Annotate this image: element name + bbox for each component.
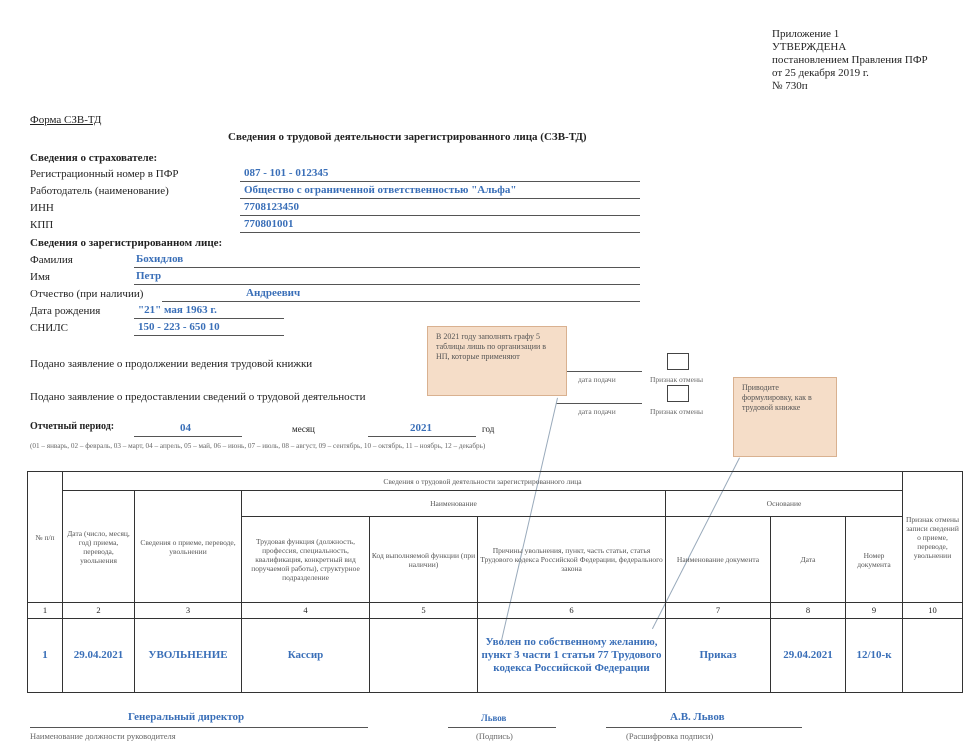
birth-date-value: "21" мая 1963 г. <box>138 304 217 316</box>
statement-continue-date-caption: дата подачи <box>578 375 616 384</box>
signature-decode-label: (Расшифровка подписи) <box>626 731 714 741</box>
col-function-header: Трудовая функция (должность, профессия, специальность, квалификация, конкретный вид поручаемой работы), структурное подразделение <box>242 517 370 603</box>
group-basis-header: Основание <box>666 491 903 517</box>
patronymic-value: Андреевич <box>246 287 301 299</box>
surname-value: Бохидлов <box>136 253 184 265</box>
patronymic-label: Отчество (при наличии) <box>30 288 144 300</box>
col-code-header: Код выполняемой функции (при наличии) <box>370 517 478 603</box>
col-doc-header: Наименование документа <box>666 517 771 603</box>
note-column5: В 2021 году заполнять графу 5 таблицы лишь по организации в НП, которые применяют <box>427 326 567 396</box>
statement-provide-cancel-caption: Признак отмены <box>650 407 704 416</box>
inn-label: ИНН <box>30 202 54 214</box>
col-index: 4 <box>242 603 370 619</box>
col-index: 1 <box>28 603 63 619</box>
employer-name-line <box>240 198 640 199</box>
period-year-label: год <box>482 424 495 434</box>
signature-sign-line <box>448 727 556 728</box>
signature-position-label: Наименование должности руководителя <box>30 731 176 741</box>
col-index: 9 <box>846 603 903 619</box>
resolution-date: от 25 декабря 2019 г. <box>772 67 869 79</box>
statement-provide-cancel-checkbox[interactable] <box>667 385 689 402</box>
col-event-header: Сведения о приеме, переводе, увольнении <box>135 491 242 603</box>
row-num: 1 <box>28 619 63 693</box>
surname-line <box>134 267 640 268</box>
signature-position-line <box>30 727 368 728</box>
name-line <box>134 284 640 285</box>
reg-number-value: 087 - 101 - 012345 <box>244 167 329 179</box>
signature-sign-value: Львов <box>481 713 507 723</box>
kpp-line <box>240 232 640 233</box>
col-doc-date-header: Дата <box>771 517 846 603</box>
signature-sign-label: (Подпись) <box>476 731 513 741</box>
table-caption: Сведения о трудовой деятельности зарегистрированного лица <box>63 472 903 491</box>
table-row <box>28 619 963 693</box>
name-value: Петр <box>136 270 162 282</box>
period-label: Отчетный период: <box>30 421 115 432</box>
col-doc-num-header: Номер документа <box>846 517 903 603</box>
resolution-number: № 730п <box>772 80 808 92</box>
snils-line <box>134 335 284 336</box>
snils-value: 150 - 223 - 650 10 <box>138 321 220 333</box>
row-reason: Уволен по собственному желанию, пункт 3 части 1 статьи 77 Трудового кодекса Российской Федерации <box>478 619 666 693</box>
col-index: 8 <box>771 603 846 619</box>
patronymic-line <box>162 301 640 302</box>
col-date-header: Дата (число, месяц, год) приема, перевода, увольнения <box>63 491 135 603</box>
period-month-value: 04 <box>180 422 191 434</box>
statement-continue-label: Подано заявление о продолжении ведения трудовой книжки <box>30 358 313 370</box>
statement-provide-label: Подано заявление о предоставлении сведений о трудовой деятельности <box>30 391 366 403</box>
row-function: Кассир <box>242 619 370 693</box>
row-cancel <box>903 619 963 693</box>
signature-position-value: Генеральный директор <box>128 711 245 723</box>
period-month-line <box>134 436 242 437</box>
inn-line <box>240 215 640 216</box>
col-index: 6 <box>478 603 666 619</box>
col-index: 5 <box>370 603 478 619</box>
col-index: 3 <box>135 603 242 619</box>
note-wording: Приводите формулировку, как в трудовой книжке <box>733 377 837 457</box>
approved-label: УТВЕРЖДЕНА <box>772 41 847 53</box>
employer-name-value: Общество с ограниченной ответственностью "Альфа" <box>244 184 517 196</box>
reg-number-line <box>240 181 640 182</box>
appendix-label: Приложение 1 <box>772 28 840 40</box>
row-doc-date: 29.04.2021 <box>771 619 846 693</box>
statement-continue-cancel-caption: Признак отмены <box>650 375 704 384</box>
employment-table <box>27 471 963 693</box>
employer-section-title: Сведения о страхователе: <box>30 152 158 164</box>
col-index: 10 <box>903 603 963 619</box>
statement-provide-date-caption: дата подачи <box>578 407 616 416</box>
statement-continue-date-line <box>556 371 642 372</box>
reg-number-label: Регистрационный номер в ПФР <box>30 168 179 180</box>
surname-label: Фамилия <box>30 254 73 266</box>
col-reason-header: Причины увольнения, пункт, часть статьи, статья Трудового кодекса Российской Федерации, федерального закона <box>478 517 666 603</box>
col-cancel-header: Признак отмены записи сведений о приеме, переводе, увольнении <box>903 472 963 603</box>
period-legend: (01 – январь, 02 – февраль, 03 – март, 04 – апрель, 05 – май, 06 – июнь, 07 – июль, 08 – август, 09 – сентябрь, 10 – октябрь, 11 – ноябрь, 12 – декабрь) <box>30 442 486 450</box>
birth-date-line <box>134 318 284 319</box>
period-month-label: месяц <box>292 424 315 434</box>
form-name: Форма СЗВ-ТД <box>30 114 102 126</box>
signature-decode-value: А.В. Львов <box>670 711 725 723</box>
col-index: 7 <box>666 603 771 619</box>
row-date: 29.04.2021 <box>63 619 135 693</box>
col-index: 2 <box>63 603 135 619</box>
kpp-label: КПП <box>30 219 54 231</box>
employer-name-label: Работодатель (наименование) <box>30 185 169 197</box>
group-name-header: Наименование <box>242 491 666 517</box>
birth-date-label: Дата рождения <box>30 305 101 317</box>
row-doc-num: 12/10-к <box>846 619 903 693</box>
kpp-value: 770801001 <box>244 218 294 230</box>
approval-header <box>772 28 928 93</box>
row-doc: Приказ <box>666 619 771 693</box>
resolution-label: постановлением Правления ПФР <box>772 54 928 66</box>
snils-label: СНИЛС <box>30 322 69 334</box>
person-section-title: Сведения о зарегистрированном лице: <box>30 237 223 249</box>
col-num-header: № п/п <box>28 472 63 603</box>
name-label: Имя <box>30 271 50 283</box>
period-year-line <box>368 436 476 437</box>
statement-provide-date-line <box>556 403 642 404</box>
signature-decode-line <box>606 727 802 728</box>
inn-value: 7708123450 <box>244 201 299 213</box>
statement-continue-cancel-checkbox[interactable] <box>667 353 689 370</box>
document-title: Сведения о трудовой деятельности зарегистрированного лица (СЗВ-ТД) <box>228 131 587 143</box>
period-year-value: 2021 <box>410 422 432 434</box>
row-code <box>370 619 478 693</box>
row-event: УВОЛЬНЕНИЕ <box>135 619 242 693</box>
